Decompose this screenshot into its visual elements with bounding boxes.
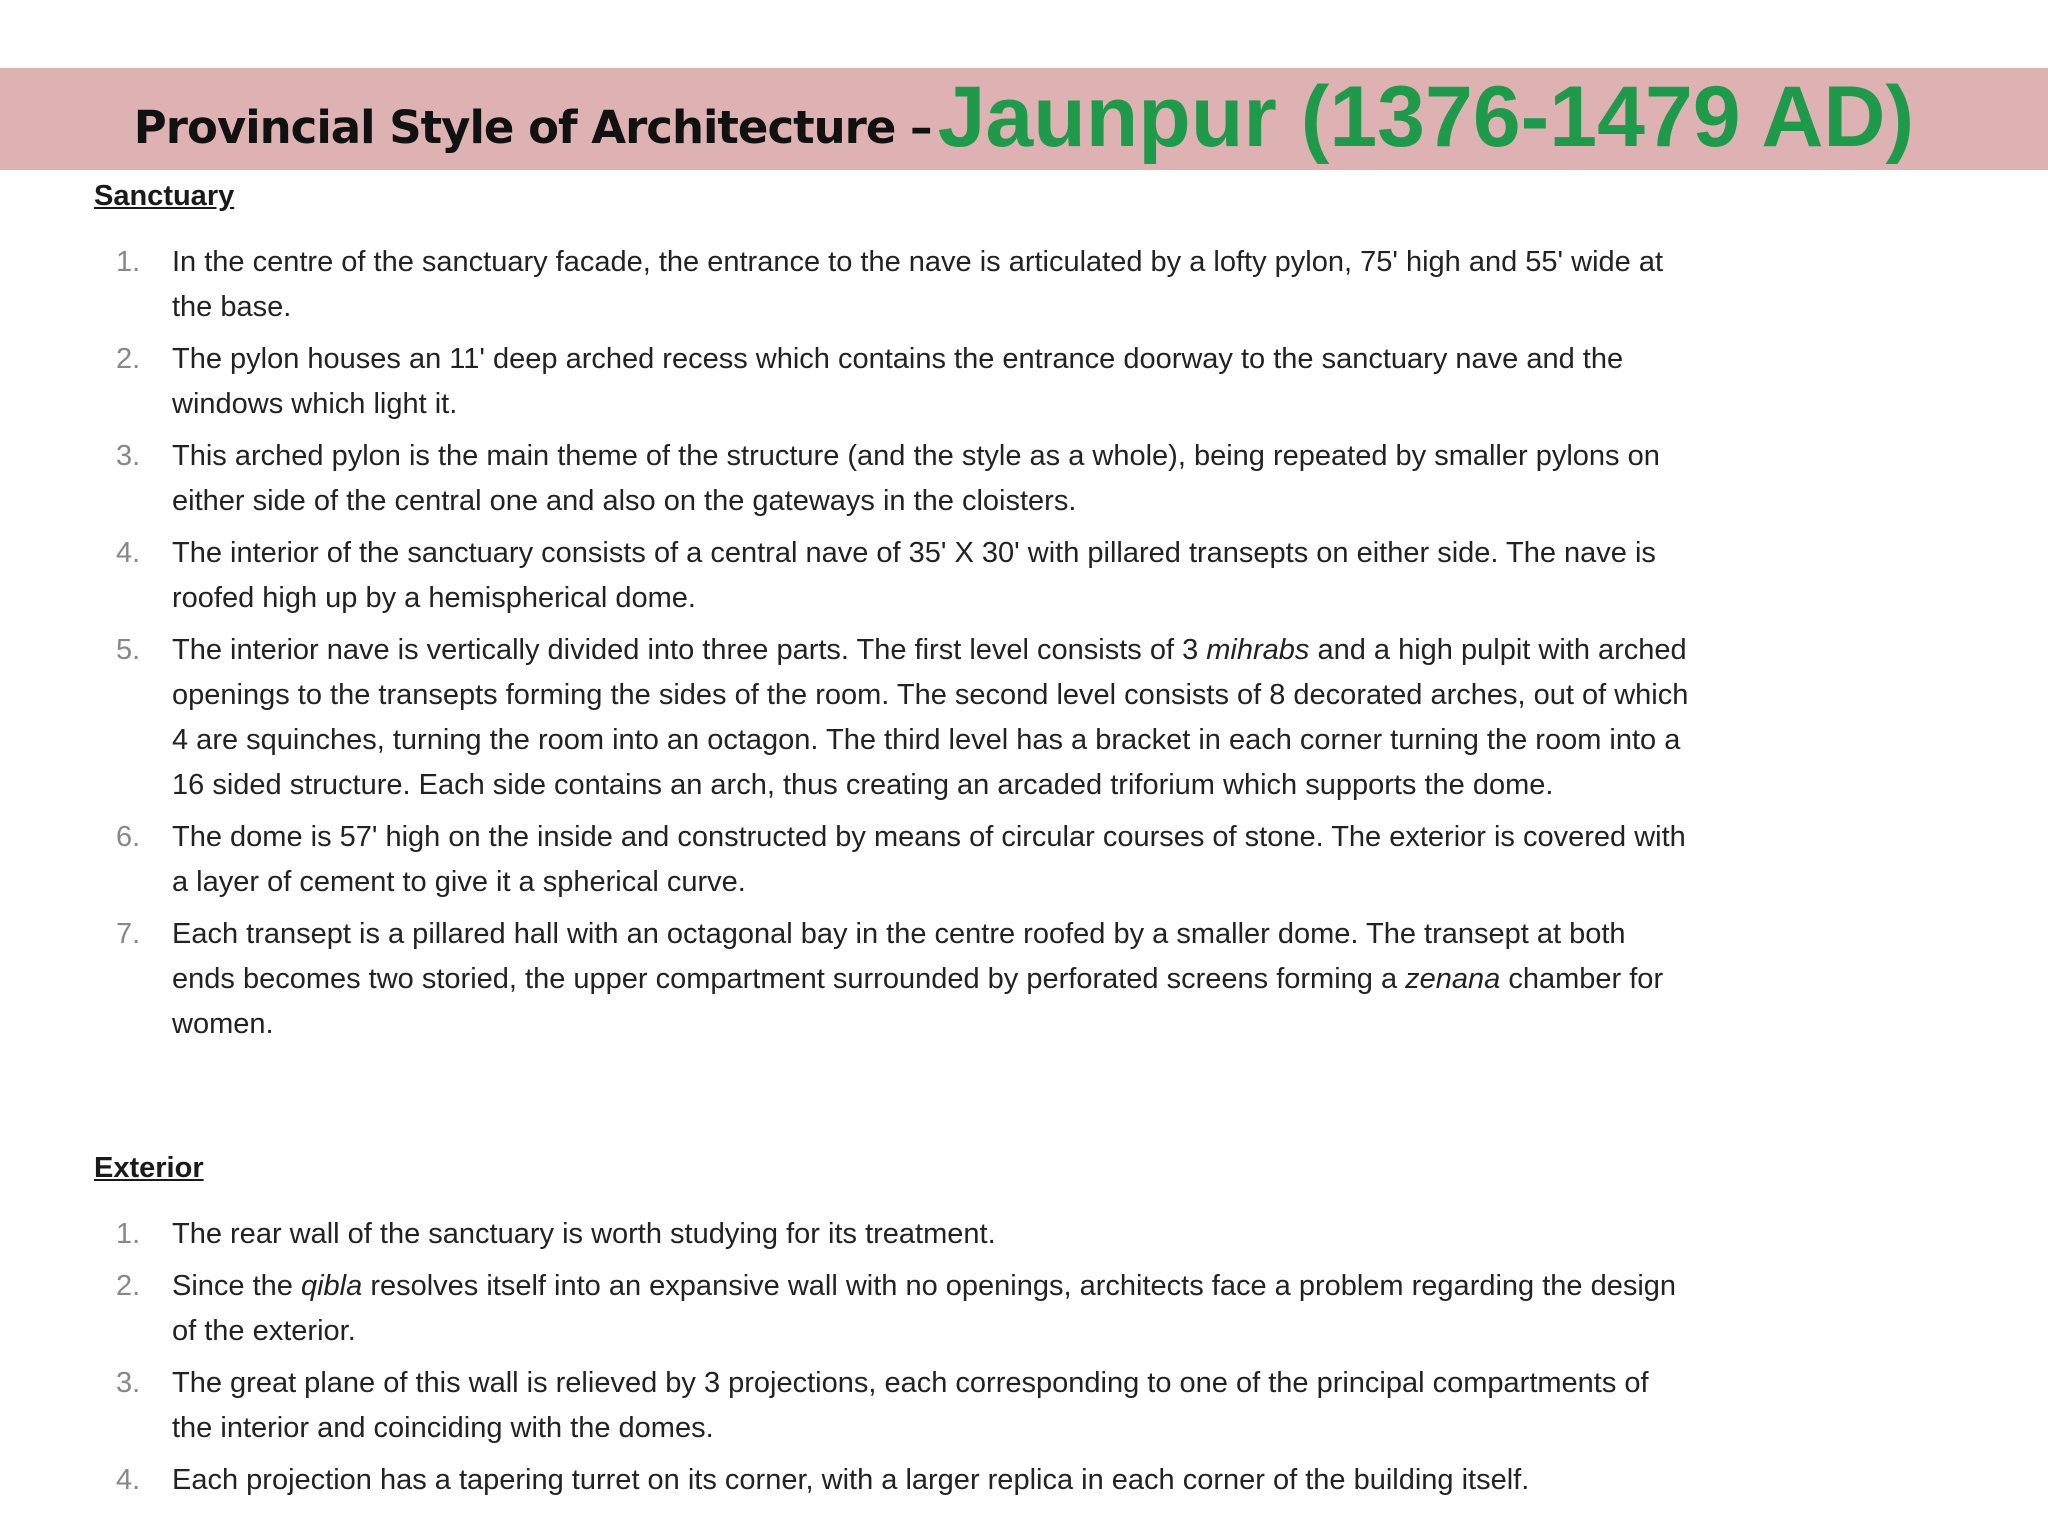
exterior-list (0, 1212, 1700, 1510)
list-item-number: 7. (116, 918, 141, 950)
list-item-text: The pylon houses an 11' deep arched recess which contains the entrance doorway to the sanctuary nave and the windows which light it. (172, 343, 1624, 420)
title-accent-text: Jaunpur (1376-1479 AD) (937, 68, 1915, 165)
list-item-text: In the centre of the sanctuary facade, the entrance to the nave is articulated by a lofty pylon, 75' high and 55' wide at the base. (172, 246, 1664, 323)
title-bar (0, 68, 2048, 170)
list-item (0, 434, 1692, 524)
list-item-number: 2. (116, 343, 141, 375)
list-item (0, 912, 1692, 1047)
list-item-text: The dome is 57' high on the inside and constructed by means of circular courses of stone. The exterior is covered with a layer of cement to give it a spherical curve. (172, 821, 1686, 898)
list-item (0, 628, 1692, 808)
list-item (0, 337, 1692, 427)
list-item-number: 4. (116, 1464, 141, 1496)
list-item-number: 4. (116, 537, 141, 569)
list-item-number: 1. (116, 246, 141, 278)
list-item-text: The interior of the sanctuary consists of a central nave of 35' X 30' with pillared transepts on either side. The nave is roofed high up by a hemispherical dome. (172, 537, 1656, 614)
list-item-number: 1. (116, 1218, 141, 1250)
list-item (0, 815, 1692, 905)
list-item (0, 531, 1692, 621)
list-item-text: Each projection has a tapering turret on its corner, with a larger replica in each corner of the building itself. (172, 1464, 1530, 1496)
section-heading-exterior: Exterior (94, 1152, 204, 1184)
list-item (0, 240, 1692, 330)
section-heading-sanctuary: Sanctuary (94, 180, 235, 212)
list-item-text: This arched pylon is the main theme of the structure (and the style as a whole), being repeated by smaller pylons on either side of the central one and also on the gateways in the cloisters. (172, 440, 1660, 517)
list-item (0, 1458, 1692, 1503)
list-item-text: The rear wall of the sanctuary is worth studying for its treatment. (172, 1218, 996, 1250)
list-item (0, 1212, 1692, 1257)
list-item (0, 1264, 1692, 1354)
list-item-text: Since the qibla resolves itself into an expansive wall with no openings, architects face a problem regarding the design of the exterior. (172, 1270, 1677, 1347)
title-main-text: Provincial Style of Architecture – (133, 100, 932, 154)
list-item-text: The great plane of this wall is relieved by 3 projections, each corresponding to one of the principal compartments of the interior and coinciding with the domes. (172, 1367, 1649, 1444)
list-item-number: 6. (116, 821, 141, 853)
list-item-text: Each transept is a pillared hall with an octagonal bay in the centre roofed by a smaller dome. The transept at both ends becomes two storied, the upper compartment surrounded by perforated screens forming a zenana chamber for women. (172, 918, 1664, 1040)
list-item-text: The interior nave is vertically divided into three parts. The first level consists of 3 mihrabs and a high pulpit with arched openings to the transepts forming the sides of the room. The second level consists of 8 decorated arches, out of which 4 are squinches, turning the room into an octagon. The third level has a bracket in each corner turning the room into a 16 sided structure. Each side contains an arch, thus creating an arcaded triforium which supports the dome. (172, 634, 1689, 801)
list-item-number: 2. (116, 1270, 141, 1302)
list-item-number: 5. (116, 634, 141, 666)
list-item (0, 1361, 1692, 1451)
list-item-number: 3. (116, 1367, 141, 1399)
slide-title (0, 68, 2048, 170)
list-item-number: 3. (116, 440, 141, 472)
sanctuary-list (0, 240, 1700, 1054)
